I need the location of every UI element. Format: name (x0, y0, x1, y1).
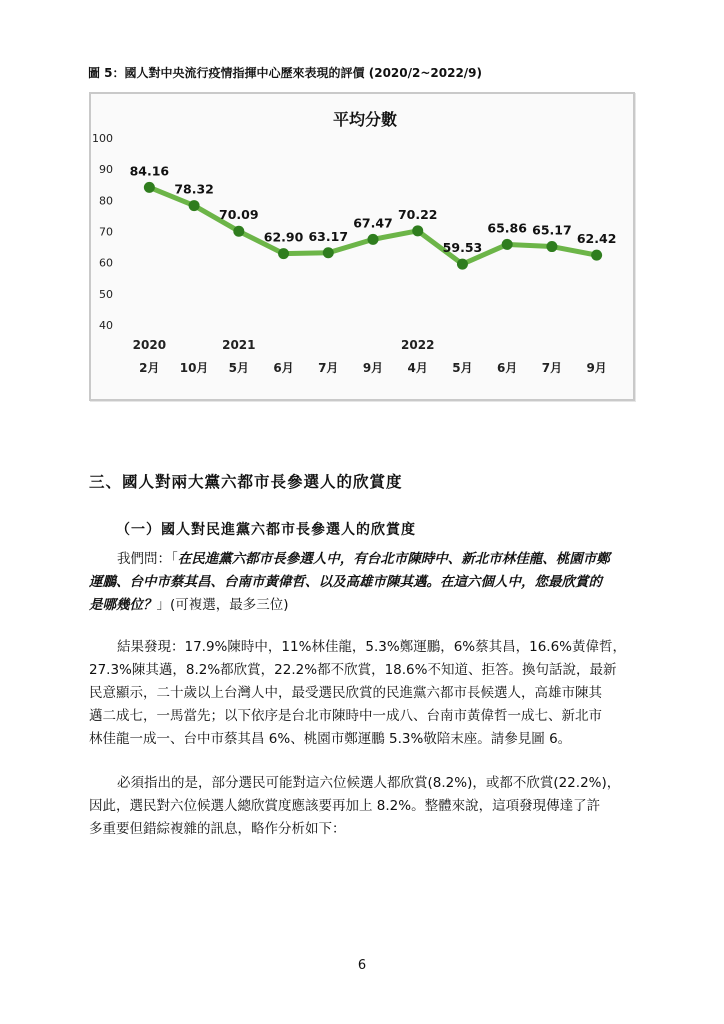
data-point (591, 250, 602, 261)
question-line: 運鵬、台中市蔡其昌、台南市黃偉哲、以及高雄市陳其邁。在這六個人中，您最欣賞的 (89, 574, 602, 590)
question-lead: 我們問：「 (117, 551, 178, 567)
findings-line: 邁二成七，一馬當先；以下依序是台北市陳時中一成八、台南市黃偉哲一成七、新北市 (89, 708, 602, 724)
question-tail: 」(可複選，最多三位) (156, 597, 289, 613)
data-point (323, 247, 334, 258)
data-label: 70.09 (219, 207, 259, 223)
chart-title: 平均分數 (332, 110, 398, 129)
findings-line: 27.3%陳其邁，8.2%都欣賞，22.2%都不欣賞，18.6%不知道、拒答。換句話說，最新 (89, 662, 617, 678)
x-tick-label: 9月 (586, 361, 607, 375)
y-tick-label: 50 (99, 287, 113, 301)
x-year-label: 2021 (222, 338, 256, 352)
y-tick-label: 60 (99, 256, 113, 270)
x-tick-label: 7月 (541, 361, 563, 375)
x-tick-label: 6月 (273, 361, 294, 375)
data-point (368, 234, 379, 245)
findings-line: 民意顯示，二十歲以上台灣人中，最受選民欣賞的民進黨六都市長候選人，高雄市陳其 (89, 685, 602, 701)
x-year-label: 2022 (401, 338, 435, 352)
question-line (89, 548, 644, 571)
figure-caption-text: ：國人對中央流行疫情指揮中心歷來表現的評價 (112, 66, 365, 80)
question-text: 是哪幾位？ (89, 597, 157, 613)
data-point (144, 182, 155, 193)
note-line: 必須指出的是，部分選民可能對這六位候選人都欣賞(8.2%)，或都不欣賞(22.2%)， (117, 775, 621, 791)
x-tick-label: 4月 (407, 361, 428, 375)
x-tick-label: 5月 (452, 361, 473, 375)
y-tick-label: 90 (99, 163, 113, 177)
x-tick-label: 7月 (318, 361, 339, 375)
data-point (412, 225, 423, 236)
data-label: 70.22 (397, 206, 438, 222)
figure-caption (88, 64, 482, 81)
data-label: 62.90 (263, 229, 304, 245)
findings-paragraph (89, 636, 644, 751)
data-point (502, 239, 513, 250)
data-point (457, 259, 468, 270)
note-paragraph (89, 772, 644, 841)
y-tick-label: 80 (99, 194, 113, 208)
data-point (278, 248, 289, 259)
question-text: 在民進黨六都市長參選人中，有台北市陳時中、新北市林佳龍、桃園市鄭 (177, 551, 610, 567)
data-label: 84.16 (129, 163, 170, 179)
data-label: 67.47 (353, 215, 393, 231)
data-point (189, 200, 200, 211)
data-label: 62.42 (576, 231, 617, 247)
x-year-label: 2020 (132, 338, 167, 352)
x-axis (133, 338, 607, 375)
data-label: 65.17 (532, 222, 572, 238)
page-number: 6 (357, 958, 367, 973)
section-title: 三、國人對兩大黨六都市長參選人的欣賞度 (89, 473, 403, 491)
subsection-title: （一）國人對民進黨六都市長參選人的欣賞度 (116, 522, 416, 538)
data-label: 63.17 (308, 228, 349, 244)
x-tick-label: 10月 (179, 361, 209, 375)
x-tick-label: 6月 (497, 361, 518, 375)
y-axis (92, 132, 113, 332)
figure-caption-range: (2020/2~2022/9) (368, 66, 483, 80)
figure-caption-label: 圖 5 (88, 66, 113, 80)
x-tick-label: 2月 (139, 361, 160, 375)
note-line: 因此，選民對六位候選人總欣賞度應該要再加上 8.2%。整體來說，這項發現傳達了許 (89, 798, 601, 814)
data-point (233, 226, 244, 237)
note-line: 多重要但錯綜複雜的訊息，略作分析如下： (89, 821, 346, 837)
findings-line: 結果發現：17.9%陳時中，11%林佳龍，5.3%鄭運鵬，6%蔡其昌，16.6%黃偉哲， (117, 639, 626, 655)
question-paragraph (89, 548, 644, 617)
findings-line: 林佳龍一成一、台中市蔡其昌 6%、桃園市鄭運鵬 5.3%敬陪末座。請參見圖 6。 (89, 731, 572, 747)
data-label: 65.86 (487, 220, 527, 236)
data-label: 78.32 (174, 181, 214, 197)
y-tick-label: 40 (99, 319, 113, 332)
data-label: 59.53 (442, 240, 483, 256)
data-point (546, 241, 557, 252)
x-tick-label: 5月 (228, 361, 249, 375)
question-line (89, 594, 644, 617)
y-tick-label: 100 (92, 132, 113, 145)
line-chart (89, 92, 635, 401)
x-tick-label: 9月 (362, 361, 384, 375)
y-tick-label: 70 (99, 225, 113, 239)
